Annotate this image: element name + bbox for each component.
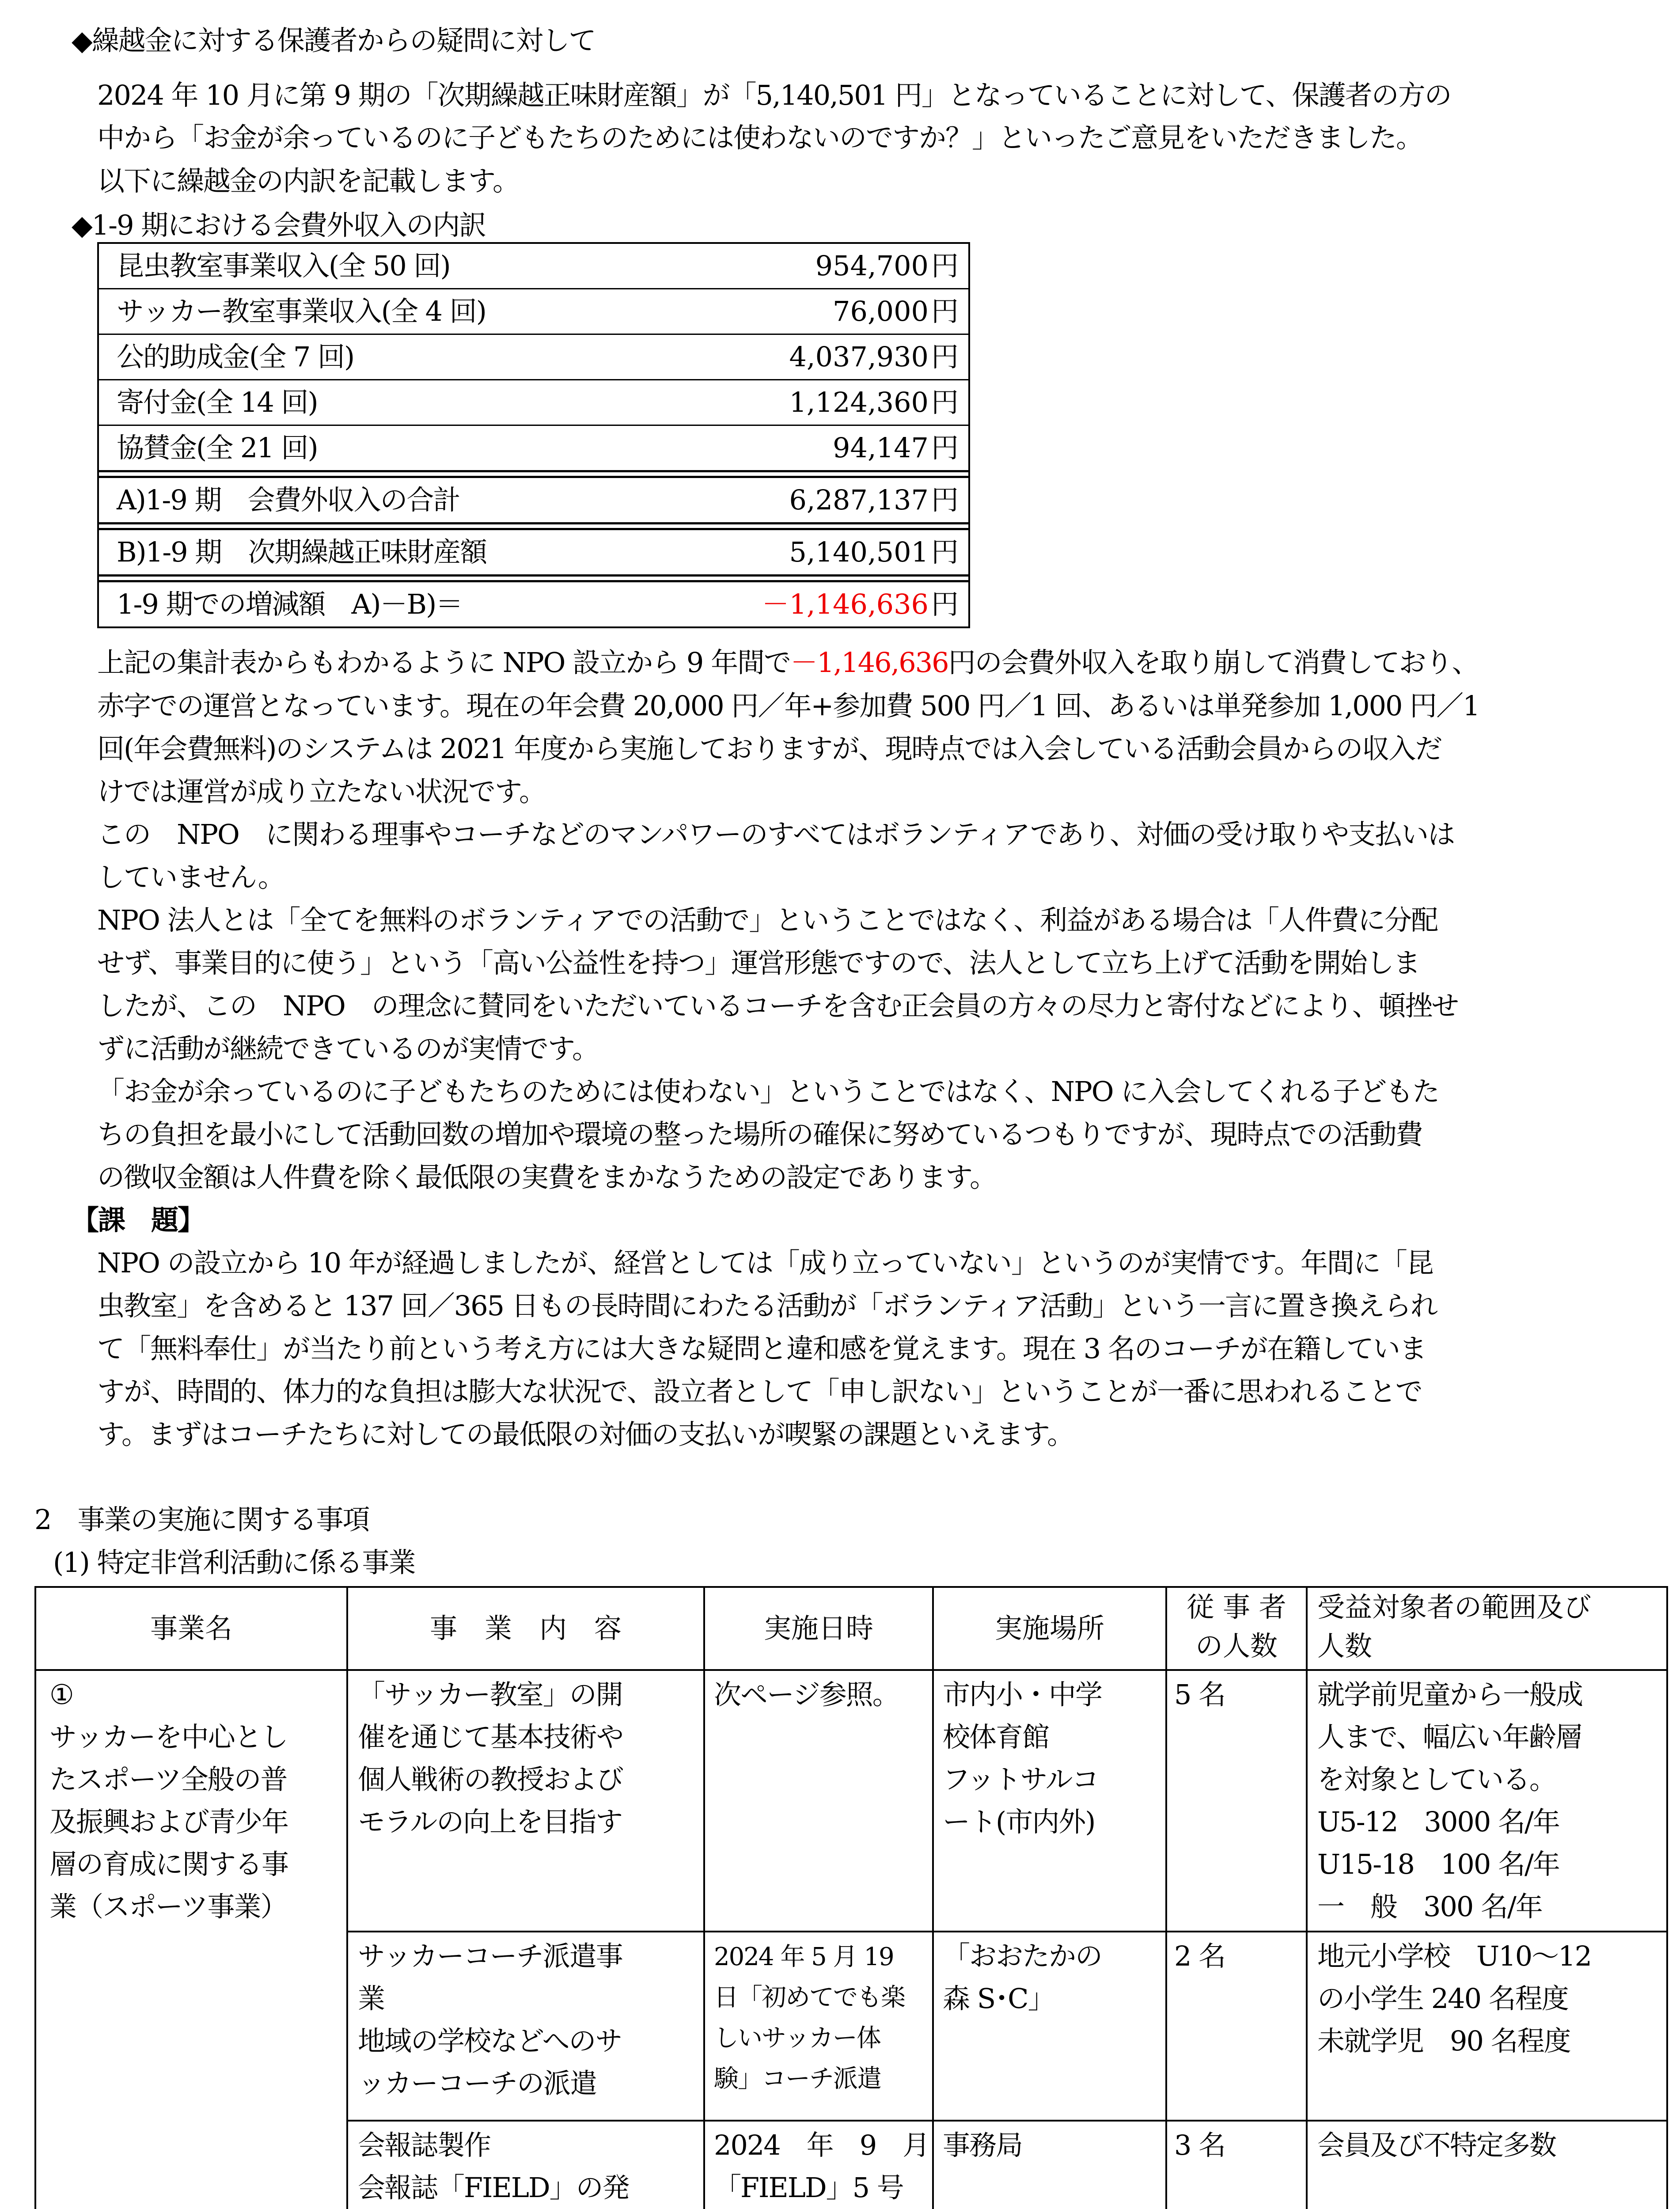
text-span: 円の会費外収入を取り崩して消費しており、 [948, 646, 1479, 679]
total-a-label: A)1-9 期 会費外収入の合計 [117, 484, 460, 516]
target-cell [1317, 1935, 1591, 2062]
project-name-cell [49, 1674, 288, 1928]
text-line: の小学生 240 名程度 [1317, 1982, 1568, 2015]
paragraph-line: 虫教室」を含めると 137 回／365 日もの長時間にわたる活動が「ボランティア活動」という一言に置き換えられ [97, 1290, 1437, 1322]
paragraph-line: せず、事業目的に使う」という「高い公益性を持つ」運営形態ですので、法人として立ち上げて活動を開始しま [97, 947, 1420, 979]
breakdown-heading: ◆1-9 期における会費外収入の内訳 [72, 209, 486, 241]
row-amount: 76,000 [833, 295, 929, 327]
paragraph-line: 「お金が余っているのに子どもたちのためには使わない」ということではなく、NPO に入会してくれる子どもた [97, 1075, 1439, 1108]
difference-unit: 円 [931, 588, 959, 620]
content-cell [358, 1935, 622, 2105]
table-row [97, 335, 970, 379]
text-line: 業（スポーツ事業） [49, 1890, 287, 1923]
text-line: U15-18 100 名/年 [1317, 1848, 1559, 1880]
paragraph-line [97, 645, 1479, 680]
total-a-row [97, 478, 970, 522]
paragraph-line: していません。 [97, 861, 284, 893]
text-line: 地元小学校 U10～12 [1317, 1940, 1592, 1972]
header-place: 実施場所 [994, 1612, 1104, 1644]
row-unit: 円 [931, 295, 959, 327]
text-line: 一 般 300 名/年 [1317, 1890, 1542, 1923]
row-label: サッカー教室事業収入(全 4 回) [117, 295, 486, 327]
header-target-line: 受益対象者の範囲及び [1317, 1591, 1592, 1623]
text-line: 市内小・中学 [943, 1678, 1102, 1711]
row-amount: 94,147 [833, 432, 929, 464]
text-line: 事務局 [943, 2129, 1023, 2161]
paragraph-line: ちの負担を最小にして活動回数の増加や環境の整った場所の確保に努めているつもりですが、現時点での活動費 [97, 1118, 1422, 1150]
table-row [97, 426, 970, 470]
row-label: 昆虫教室事業収入(全 50 回) [117, 250, 450, 282]
text-line: 就学前児童から一般成 [1317, 1678, 1583, 1711]
text-line: 未就学児 90 名程度 [1317, 2025, 1570, 2057]
total-a-unit: 円 [931, 484, 959, 516]
issue-heading: 【課 題】 [72, 1204, 205, 1236]
paragraph-line: したが、この NPO の理念に賛同をいただいているコーチを含む正会員の方々の尽力と寄付などにより、頓挫せ [97, 990, 1458, 1022]
text-line: 及振興および青少年 [49, 1806, 288, 1838]
place-cell [943, 2124, 1022, 2167]
date-cell [714, 1937, 905, 2099]
row-label: 協賛金(全 21 回) [117, 432, 318, 464]
date-cell [714, 1674, 899, 1716]
text-line: 層の育成に関する事 [49, 1848, 288, 1880]
header-staff-line: 従 事 者 [1187, 1591, 1286, 1623]
header-target-line: 人数 [1317, 1630, 1373, 1662]
paragraph-line: ずに活動が継続できているのが実情です。 [97, 1032, 599, 1065]
text-line: ① [49, 1678, 73, 1711]
text-line: 地域の学校などへのサ [358, 2025, 622, 2057]
text-line: 催を通じて基本技術や [358, 1721, 623, 1753]
text-line: フットサルコ [943, 1763, 1099, 1795]
intro-line: 2024 年 10 月に第 9 期の「次期繰越正味財産額」が「5,140,501 円」となっていることに対して、保護者の方の [97, 79, 1451, 111]
intro-line: 以下に繰越金の内訳を記載します。 [97, 165, 520, 197]
row-amount: 4,037,930 [789, 341, 929, 373]
staff-cell: 2 名 [1174, 1940, 1225, 1972]
date-cell [714, 2124, 929, 2209]
paragraph-line: けでは運営が成り立たない状況です。 [97, 775, 546, 808]
header-staff [1167, 1588, 1306, 1666]
staff-cell: 3 名 [1174, 2129, 1225, 2161]
paragraph-line: て「無料奉仕」が当たり前という考え方には大きな疑問と違和感を覚えます。現在 3 名のコーチが在籍していま [97, 1332, 1426, 1365]
text-line: 2024 年 5 月 19 [714, 1943, 894, 1971]
paragraph-line: NPO 法人とは「全てを無料のボランティアでの活動で」ということではなく、利益がある場合は「人件費に分配 [97, 904, 1438, 936]
paragraph-line: この NPO に関わる理事やコーチなどのマンパワーのすべてはボランティアであり、対価の受け取りや支払いは [97, 818, 1455, 850]
text-line: 次ページ参照。 [714, 1678, 899, 1711]
table-row [97, 380, 970, 425]
text-line: 個人戦術の教授および [358, 1763, 623, 1795]
text-line: サッカーを中心とし [49, 1721, 288, 1753]
total-b-unit: 円 [931, 536, 959, 568]
text-line: 業 [358, 1982, 385, 2015]
text-line: ッカーコーチの派遣 [358, 2067, 597, 2099]
section-heading: 2 事業の実施に関する事項 [34, 1503, 369, 1536]
project-table [34, 1586, 1668, 2209]
income-breakdown-table [97, 242, 970, 638]
text-line: 「サッカー教室」の開 [358, 1678, 622, 1711]
text-line: 会員及び不特定多数 [1317, 2129, 1556, 2161]
header-date: 実施日時 [763, 1612, 873, 1644]
text-line: 会報誌「FIELD」の発 [358, 2171, 629, 2204]
row-unit: 円 [931, 250, 959, 282]
intro-heading: ◆繰越金に対する保護者からの疑問に対して [72, 24, 595, 57]
text-line: たスポーツ全般の普 [49, 1763, 287, 1795]
row-amount: 954,700 [815, 250, 929, 282]
text-line: サッカーコーチ派遣事 [358, 1940, 622, 1972]
row-unit: 円 [931, 341, 959, 373]
text-line: モラルの向上を目指す [358, 1806, 622, 1838]
row-unit: 円 [931, 432, 959, 464]
total-a-amount: 6,287,137 [789, 484, 929, 516]
text-line: 日「初めてでも楽 [714, 1983, 905, 2012]
row-unit: 円 [931, 386, 959, 418]
paragraph-line: 赤字での運営となっています。現在の年会費 20,000 円／年+参加費 500 円／1 回、あるいは単発参加 1,000 円／1 [97, 690, 1479, 722]
text-span: 上記の集計表からもわかるように NPO 設立から 9 年間で [97, 646, 791, 679]
subsection-heading: (1) 特定非営利活動に係る事業 [53, 1546, 415, 1579]
total-b-amount: 5,140,501 [789, 536, 929, 568]
header-content: 事 業 内 容 [429, 1612, 622, 1644]
deficit-amount: －1,146,636 [790, 646, 948, 679]
header-staff-line: の人数 [1195, 1630, 1278, 1662]
target-cell [1317, 1674, 1582, 1928]
text-line: 会報誌製作 [358, 2129, 491, 2161]
header-project-name: 事業名 [150, 1612, 232, 1644]
row-label: 寄付金(全 14 回) [117, 386, 318, 418]
row-amount: 1,124,360 [789, 386, 929, 418]
difference-amount: －1,146,636 [762, 588, 929, 620]
paragraph-line: の徴収金額は人件費を除く最低限の実費をまかなうための設定であります。 [97, 1161, 997, 1193]
text-line: を対象としている。 [1317, 1763, 1556, 1795]
text-line: 校体育館 [943, 1721, 1049, 1753]
text-line: 「おおたかの [943, 1940, 1102, 1972]
text-line: 森 S･C」 [943, 1982, 1054, 2015]
header-target [1317, 1588, 1666, 1666]
text-line: 人まで、幅広い年齢層 [1317, 1721, 1582, 1753]
text-line: ート(市内外) [943, 1806, 1095, 1838]
paragraph-line: すが、時間的、体力的な負担は膨大な状況で、設立者として「申し訳ない」ということが一番に思われることで [97, 1375, 1422, 1408]
total-b-row [97, 530, 970, 574]
paragraph-line: 回(年会費無料)のシステムは 2021 年度から実施しておりますが、現時点では入会している活動会員からの収入だ [97, 733, 1442, 765]
text-line: 「FIELD」5 号 [714, 2171, 903, 2204]
content-cell [358, 2124, 629, 2209]
text-line: しいサッカー体 [714, 2024, 880, 2053]
place-cell [943, 1935, 1102, 2020]
content-cell [358, 1674, 623, 1843]
intro-line: 中から「お金が余っているのに子どもたちのためには使わないのですか？」といったご意見をいただきました。 [97, 121, 1423, 154]
difference-label: 1-9 期での増減額 A)－B)＝ [117, 588, 463, 620]
text-line: 2024 年 9 月 [714, 2129, 929, 2161]
target-cell [1317, 2124, 1556, 2167]
text-line: 験」コーチ派遣 [714, 2065, 881, 2093]
table-row [97, 289, 970, 334]
paragraph-line: NPO の設立から 10 年が経過しましたが、経営としては「成り立っていない」というのが実情です。年間に「昆 [97, 1247, 1433, 1279]
difference-row [97, 582, 970, 626]
table-row [97, 244, 970, 288]
staff-cell: 5 名 [1174, 1678, 1225, 1711]
place-cell [943, 1674, 1102, 1843]
total-b-label: B)1-9 期 次期繰越正味財産額 [117, 536, 487, 568]
row-label: 公的助成金(全 7 回) [117, 341, 354, 373]
text-line: U5-12 3000 名/年 [1317, 1806, 1559, 1838]
paragraph-line: す。まずはコーチたちに対しての最低限の対価の支払いが喫緊の課題といえます。 [97, 1418, 1074, 1450]
